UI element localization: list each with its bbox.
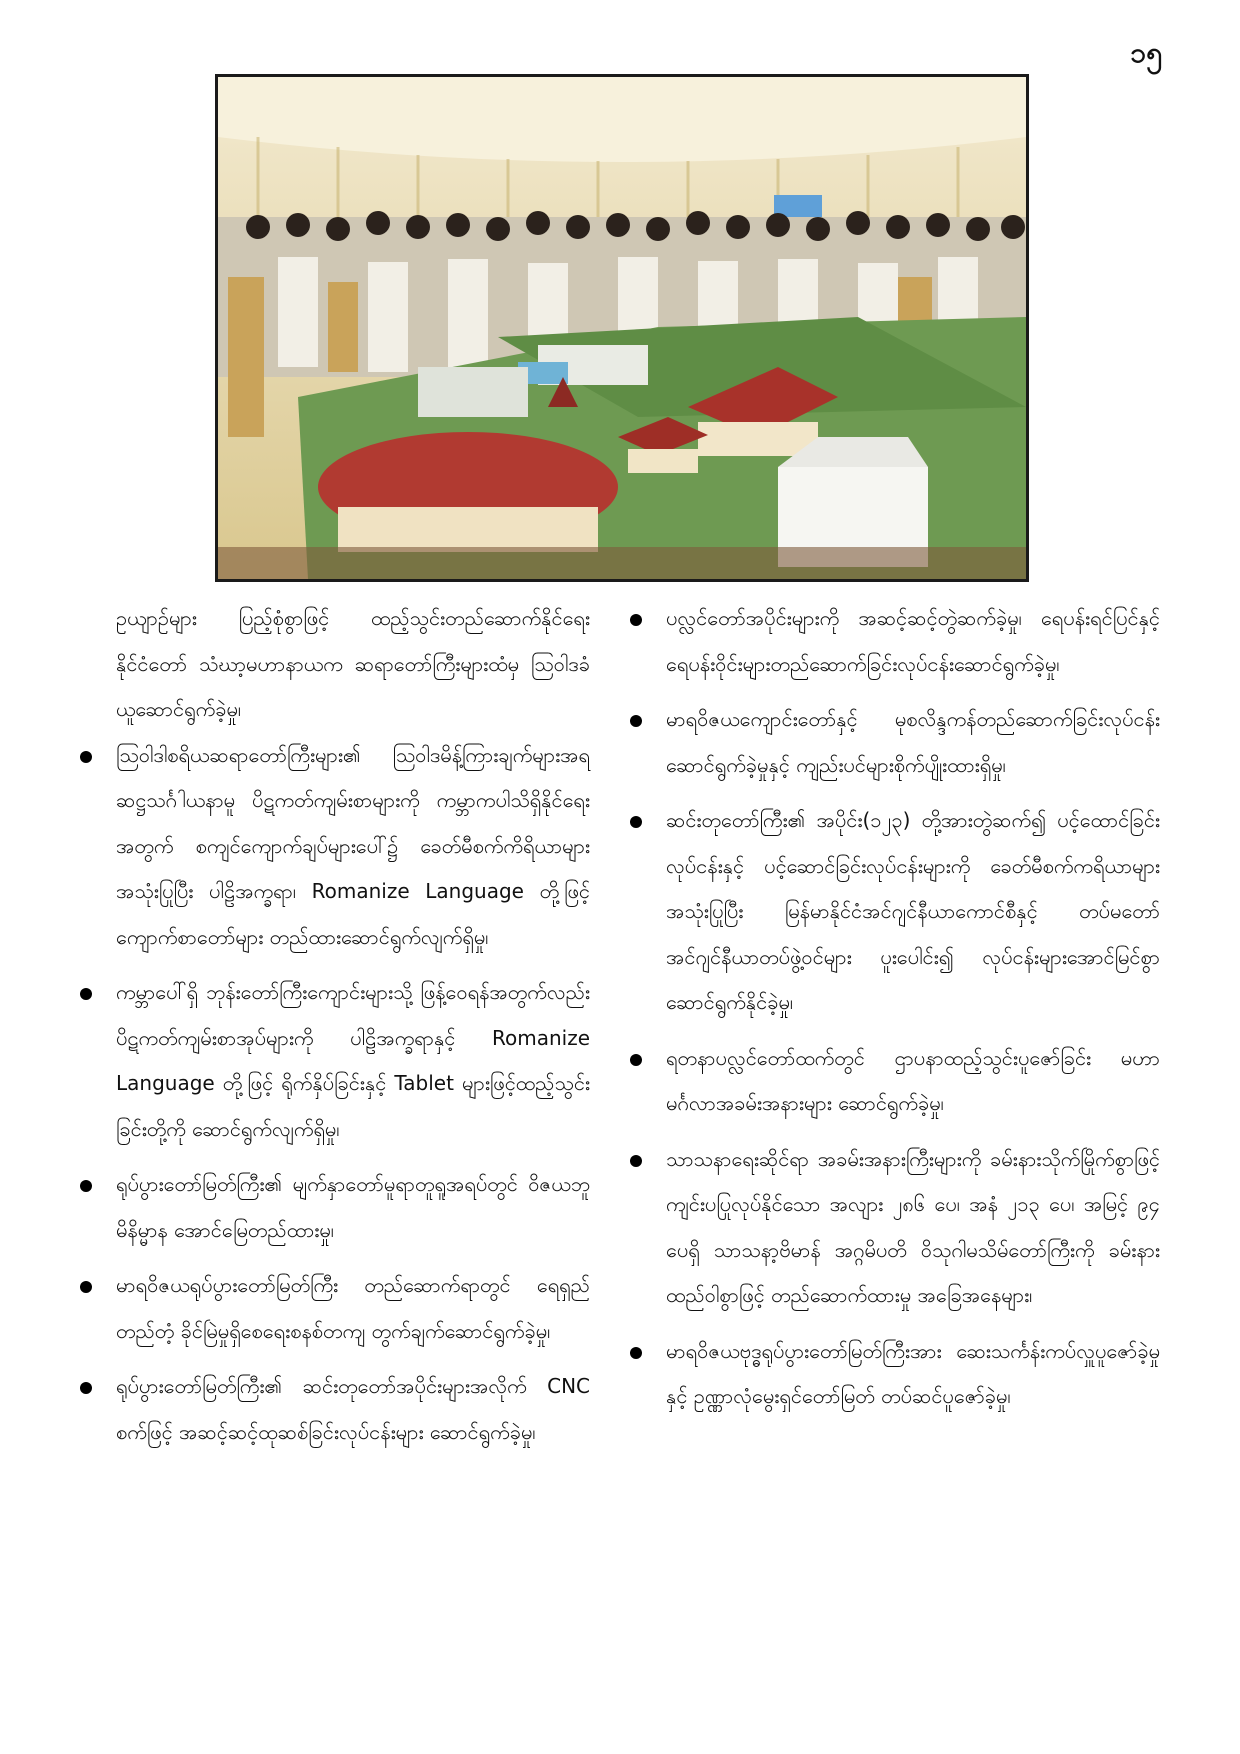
bullet-icon [630,1155,642,1167]
bullet-icon [630,1054,642,1066]
bullet-icon [80,1382,92,1394]
list-item [630,697,1160,788]
list-item [630,798,1160,1026]
list-item-text: ကမ္ဘာပေါ်ရှိ ဘုန်းတော်ကြီးကျောင်းများသို့ ဖြန့်ဝေရန်အတွက်လည်း ပိဋကတ်ကျမ်းစာအုပ်များကို ပါဠိအက္ခရာနှင့် Romanize Language တို့ဖြင့် ရိုက်နှိပ်ခြင်းနှင့် Tablet များဖြင့်ထည့်သွင်းခြင်းတို့ကို ဆောင်ရွက်လျက်ရှိမှု၊ [116,980,590,1141]
list-item-text: မာရဝိဇယဗုဒ္ဓရုပ်ပွားတော်မြတ်ကြီးအား ဆေးသင်္ကန်းကပ်လှူပူဇော်ခဲ့မှုနှင့် ဥဏ္ဏာလုံမွေးရှင်တော်မြတ် တပ်ဆင်ပူဇော်ခဲ့မှု၊ [666,1338,1160,1408]
photo-illustration [218,77,1026,579]
list-item [630,1137,1160,1319]
list-item [630,1036,1160,1127]
list-item [80,1162,590,1253]
page-number: ၁၅ [1130,36,1162,69]
list-item-text: မာရဝိဇယရုပ်ပွားတော်မြတ်ကြီး တည်ဆောက်ရာတွင် ရေရှည်တည်တံ့ ခိုင်မြဲမှုရှိစေရေးစနစ်တကျ တွက်ချက်ဆောင်ရွက်ခဲ့မှု၊ [116,1273,590,1343]
list-item [630,596,1160,687]
bullet-icon [80,988,92,1000]
list-item-text: မာရဝိဇယကျောင်းတော်နှင့် မုစလိန္ဒကန်တည်ဆောက်ခြင်းလုပ်ငန်း ဆောင်ရွက်ခဲ့မှုနှင့် ကျည်းပင်များစိုက်ပျိုးထားရှိမှု၊ [666,707,1160,777]
list-item [80,1263,590,1354]
list-item [80,970,590,1152]
bullet-icon [630,614,642,626]
list-item-text: ရုပ်ပွားတော်မြတ်ကြီး၏ ဆင်းတုတော်အပိုင်းများအလိုက် CNC စက်ဖြင့် အဆင့်ဆင့်ထုဆစ်ခြင်းလုပ်ငန်းများ ဆောင်ရွက်ခဲ့မှု၊ [116,1374,590,1444]
list-item-text: သာသနာရေးဆိုင်ရာ အခမ်းအနားကြီးများကို ခမ်းနားသိုက်မြိုက်စွာဖြင့် ကျင်းပပြုလုပ်နိုင်သော အလျား ၂၈၆ ပေ၊ အနံ ၂၁၃ ပေ၊ အမြင့် ၉၄ ပေရှိ သာသနာ့ဗိမာန် အဂ္ဂမိပတိ ဝိသုဂါမသိမ်တော်ကြီးကို ခမ်းနားထည်ဝါစွာဖြင့် တည်ဆောက်ထားမှု အခြေအနေများ၊ [666,1146,1160,1307]
list-item-text: ရုပ်ပွားတော်မြတ်ကြီး၏ မျက်နှာတော်မူရာတူရူအရပ်တွင် ဝိဇယဘူမိနိမ္မာန အောင်မြေတည်ထားမှု၊ [116,1172,590,1242]
event-photo [215,74,1029,582]
bullet-icon [80,751,92,763]
bullet-icon [630,1347,642,1359]
list-item-text: ပလ္လင်တော်အပိုင်းများကို အဆင့်ဆင့်တွဲဆက်ခဲ့မှု၊ ရေပန်းရင်ပြင်နှင့် ရေပန်းဝိုင်းများတည်ဆောက်ခြင်းလုပ်ငန်းဆောင်ရွက်ခဲ့မှု၊ [666,606,1160,676]
list-item [80,1364,590,1455]
list-item [630,1329,1160,1420]
continuation-paragraph: ဥယျာဉ်များ ပြည့်စုံစွာဖြင့် ထည့်သွင်းတည်ဆောက်နိုင်ရေး နိုင်ငံတော် သံဃာ့မဟာနာယက ဆရာတော်ကြီးများထံမှ ဩဝါဒခံယူဆောင်ရွက်ခဲ့မှု၊ [116,606,590,721]
list-item-text: ဆင်းတုတော်ကြီး၏ အပိုင်း(၁၂၃) တို့အားတွဲဆက်၍ ပင့်ထောင်ခြင်းလုပ်ငန်းနှင့် ပင့်ဆောင်ခြင်းလုပ်ငန်းများကို ခေတ်မီစက်ကရိယာများအသုံးပြုပြီး မြန်မာနိုင်ငံအင်ဂျင်နီယာကောင်စီနှင့် တပ်မတော်အင်ဂျင်နီယာတပ်ဖွဲ့ဝင်များ ပူးပေါင်း၍ လုပ်ငန်းများအောင်မြင်စွာဆောင်ရွက်နိုင်ခဲ့မှု၊ [666,808,1160,1014]
bullet-icon [630,715,642,727]
bullet-icon [80,1180,92,1192]
right-column [630,596,1160,1430]
bullet-icon [80,1281,92,1293]
left-column [80,596,590,1465]
list-item-text: ရတနာပလ္လင်တော်ထက်တွင် ဌာပနာထည့်သွင်းပူဇော်ခြင်း မဟာမင်္ဂလာအခမ်းအနားများ ဆောင်ရွက်ခဲ့မှု၊ [666,1045,1160,1115]
bullet-icon [630,816,642,828]
list-item-text: ဩဝါဒါစရိယဆရာတော်ကြီးများ၏ ဩဝါဒမိန့်ကြားချက်များအရ ဆဋ္ဌသင်္ဂါယနာမူ ပိဋကတ်ကျမ်းစာများကို ကမ္ဘာကပါသိရှိနိုင်ရေးအတွက် စကျင်ကျောက်ချပ်များပေါ်၌ ခေတ်မီစက်ကိရိယာများ အသုံးပြုပြီး ပါဠိအက္ခရာ၊ Romanize Language တို့ဖြင့် ကျောက်စာတော်များ တည်ထားဆောင်ရွက်လျက်ရှိမှု၊ [116,742,590,949]
list-item [80,733,590,961]
